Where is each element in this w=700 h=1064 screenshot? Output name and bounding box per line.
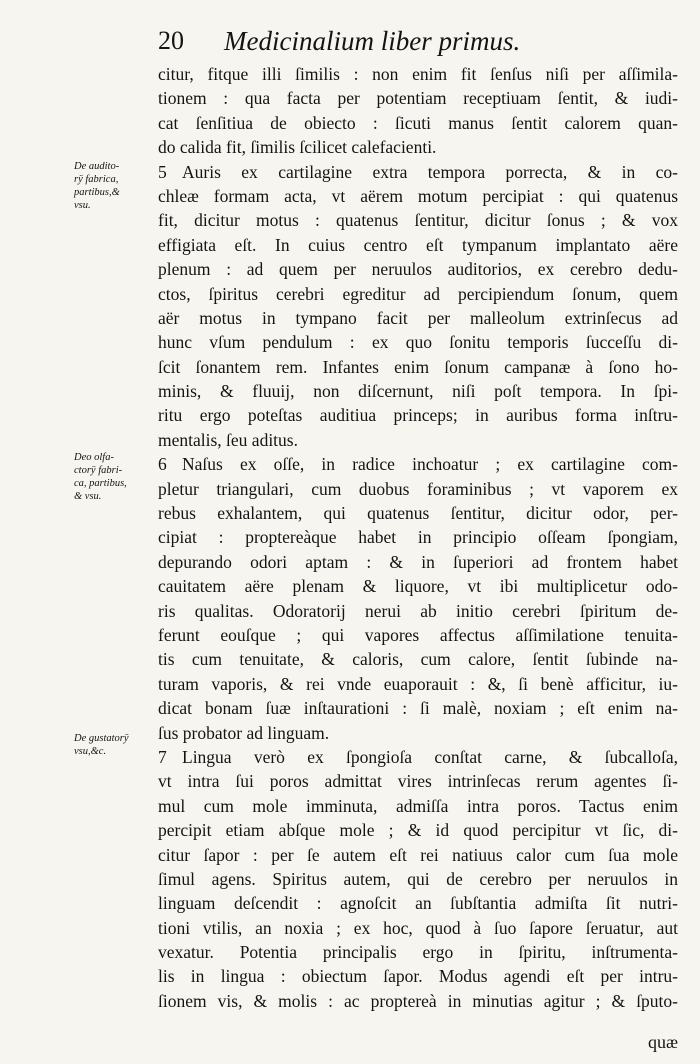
paragraph-number: 6 bbox=[158, 454, 167, 475]
text-line: vexatur. Potentia principalis ergo in ſpiritu, inſtrumenta- bbox=[158, 942, 678, 963]
margin-note-olfactory bbox=[74, 451, 156, 503]
catchword: quæ bbox=[647, 1032, 678, 1052]
page-header bbox=[158, 26, 678, 62]
text-line: minis, & fluuij, non diſcernunt, niſi poſt tempora. In ſpi- bbox=[158, 381, 678, 402]
text-line: lis in lingua : obiectum ſapor. Modus agendi eſt per intru- bbox=[158, 966, 678, 987]
text-line: mul cum mole imminuta, admiſſa intra poros. Tactus enim bbox=[158, 795, 678, 816]
text-line bbox=[158, 160, 678, 184]
text-line: cipiat : proptereàque habet in principio oſſeam ſpongiam, bbox=[158, 527, 678, 548]
text-line: linguam deſcendit : agnoſcit an ſubſtantia admiſta ſit nutri- bbox=[158, 893, 678, 914]
paragraph bbox=[158, 745, 678, 1013]
text-line: depurando odori aptam : & in ſuperiori ad frontem habet bbox=[158, 551, 678, 572]
page-number: 20 bbox=[158, 26, 184, 55]
text-line: chleæ formam acta, vt aërem motum percipiat : qui quatenus bbox=[158, 185, 678, 206]
text-line: plenum : ad quem per neruulos auditorios, ex cerebro dedu- bbox=[158, 259, 678, 280]
text-line: tis cum tenuitate, & caloris, cum calore, ſentit ſubinde na- bbox=[158, 649, 678, 670]
margin-note-line: vsu,&c. bbox=[74, 746, 107, 757]
margin-note-line: vsu. bbox=[74, 200, 91, 211]
text-line-content: Auris ex cartilagine extra tempora porrecta, & in co- bbox=[182, 161, 678, 182]
text-line: vt intra ſui poros admittat vires intrinſecas rerum agentes ſi- bbox=[158, 771, 678, 792]
margin-note-line: rÿ fabrica, bbox=[74, 174, 119, 185]
text-line: cat ſenſitiua de obiecto : ſicuti manus ſentit calorem quan- bbox=[158, 112, 678, 133]
margin-note-line: partibus,& bbox=[74, 187, 120, 198]
paragraph-number: 7 bbox=[158, 746, 167, 767]
running-title: Medicinalium liber primus. bbox=[224, 26, 521, 56]
text-line: tioni vtilis, an noxia ; ex hoc, quod à ſuo ſapore ſeruatur, aut bbox=[158, 917, 678, 938]
paragraph bbox=[158, 160, 678, 453]
text-line: percipit etiam abſque mole ; & id quod percipitur vt ſic, di- bbox=[158, 820, 678, 841]
text-line: dicat bonam ſuæ inſtaurationi : ſi malè, noxiam ; eſt enim na- bbox=[158, 698, 678, 719]
text-line: hunc vſum pendulum : ex quo ſonitu temporis ſucceſſu di- bbox=[158, 332, 678, 353]
text-line: aër motus in tympano facit per malleolum extrinſecus ad bbox=[158, 307, 678, 328]
margin-note-auditory bbox=[74, 160, 156, 212]
text-line: tionem : qua facta per potentiam receptiuam ſentit, & iudi- bbox=[158, 88, 678, 109]
text-line: ritu ergo poteſtas auditiua princeps; in auribus forma inſtru- bbox=[158, 405, 678, 426]
margin-note-line: ca, partibus, bbox=[74, 478, 127, 489]
text-line-content: Naſus ex oſſe, in radice inchoatur ; ex cartilagine com- bbox=[182, 454, 678, 475]
margin-note-line: Deo olfa- bbox=[74, 452, 114, 463]
margin-note-line: ctorÿ fabri- bbox=[74, 465, 123, 476]
margin-note-line: De gustatorÿ bbox=[74, 733, 129, 744]
text-line: fit, dicitur motus : quatenus ſentitur, dicitur ſonus ; & vox bbox=[158, 210, 678, 231]
text-body bbox=[158, 62, 678, 1013]
margin-note-gustatory bbox=[74, 732, 156, 758]
text-line: ferunt eouſque ; qui vapores affectus aſſimilatione tenuita- bbox=[158, 624, 678, 645]
margin-note-line: & vsu. bbox=[74, 491, 102, 502]
text-line: turam vaporis, & rei vnde euaporauit : &, ſi benè afficitur, iu- bbox=[158, 673, 678, 694]
text-line: ſcit ſonantem rem. Infantes enim ſonum campanæ à ſono ho- bbox=[158, 356, 678, 377]
text-line bbox=[158, 745, 678, 769]
text-line: citur, fitque illi ſimilis : non enim fit ſenſus niſi per aſſimila- bbox=[158, 64, 678, 84]
text-line-content: Lingua verò ex ſpongioſa conſtat carne, & ſubcalloſa, bbox=[182, 746, 678, 767]
text-line: mentalis, ſeu aditus. bbox=[158, 429, 298, 450]
text-line: ſionem vis, & molis : ac proptereà in minutias agitur ; & ſputo- bbox=[158, 990, 678, 1011]
paragraph bbox=[158, 62, 678, 160]
text-line: do calida fit, ſimilis ſcilicet calefacienti. bbox=[158, 137, 437, 158]
text-line: pletur triangulari, cum duobus foraminibus ; vt vaporem ex bbox=[158, 478, 678, 499]
text-line: ſus probator ad linguam. bbox=[158, 722, 330, 743]
margin-note-line: De audito- bbox=[74, 161, 120, 172]
text-line bbox=[158, 452, 678, 476]
paragraph-number: 5 bbox=[158, 161, 167, 182]
text-line: cauitatem aëre plenam & liquore, vt ibi multiplicetur odo- bbox=[158, 576, 678, 597]
text-line: rebus exhalantem, qui quatenus ſentitur, dicitur odor, per- bbox=[158, 503, 678, 524]
paragraph bbox=[158, 452, 678, 745]
text-line: effigiata eſt. In cuius centro eſt tympanum implantato aëre bbox=[158, 234, 678, 255]
text-line: citur ſapor : per ſe autem eſt rei natiuus calor cum ſua mole bbox=[158, 844, 678, 865]
text-line: ſimul agens. Spiritus autem, qui de cerebro per neruulos in bbox=[158, 868, 678, 889]
text-line: ctos, ſpiritus cerebri egreditur ad percipiendum ſonum, quem bbox=[158, 283, 678, 304]
text-line: ris qualitas. Odoratorij nerui ab initio cerebri ſpiritum de- bbox=[158, 600, 678, 621]
